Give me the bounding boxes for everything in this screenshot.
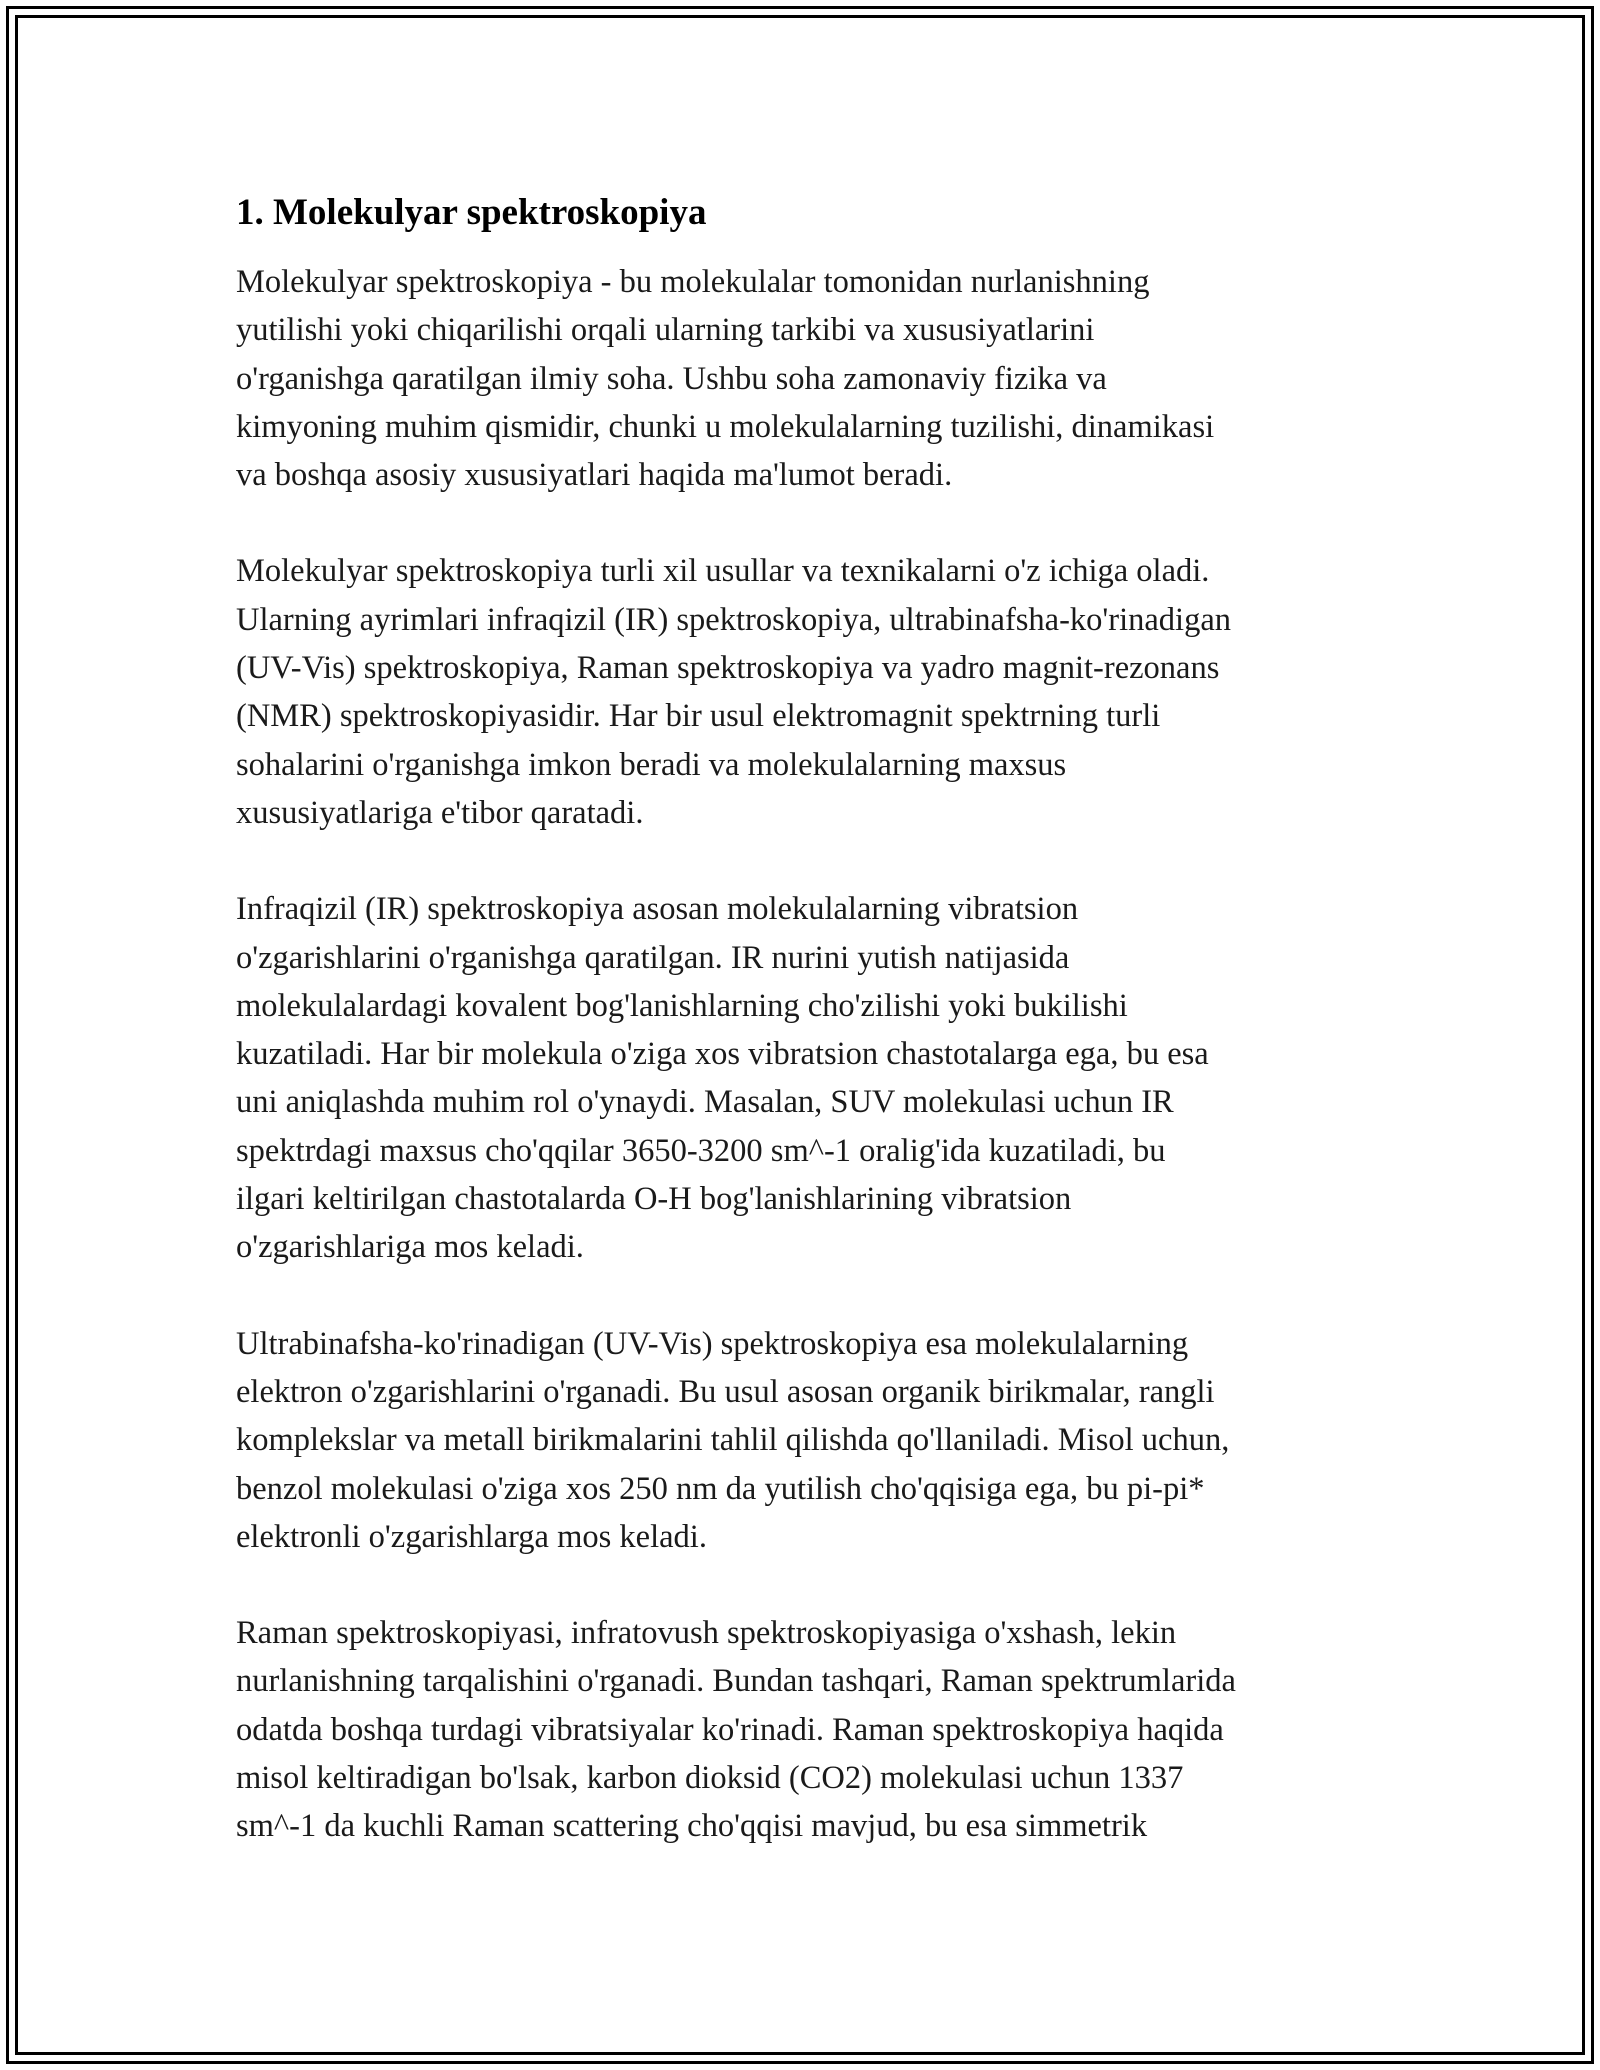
text-line: o'zgarishlariga mos keladi.	[236, 1229, 584, 1266]
text-line: sohalarini o'rganishga imkon beradi va molekulalarning maxsus	[236, 746, 1067, 783]
text-line: benzol molekulasi o'ziga xos 250 nm da yutilish cho'qqisiga ega, bu pi-pi*	[236, 1470, 1205, 1507]
text-line: nurlanishning tarqalishini o'rganadi. Bundan tashqari, Raman spektrumlarida	[236, 1663, 1236, 1700]
text-line: xususiyatlariga e'tibor qaratadi.	[236, 794, 644, 831]
document-body	[236, 186, 1376, 1899]
text-line: sm^-1 da kuchli Raman scattering cho'qqisi mavjud, bu esa simmetrik	[236, 1808, 1148, 1845]
text-line: va boshqa asosiy xususiyatlari haqida ma'lumot beradi.	[236, 457, 953, 494]
paragraph-4	[236, 1320, 1376, 1561]
text-line: elektronli o'zgarishlarga mos keladi.	[236, 1518, 707, 1555]
text-line: Molekulyar spektroskopiya turli xil usullar va texnikalarni o'z ichiga oladi.	[236, 553, 1210, 590]
text-line: misol keltiradigan bo'lsak, karbon dioksid (CO2) molekulasi uchun 1337	[236, 1760, 1184, 1797]
text-line: uni aniqlashda muhim rol o'ynaydi. Masalan, SUV molekulasi uchun IR	[236, 1084, 1174, 1121]
text-line: elektron o'zgarishlarini o'rganadi. Bu usul asosan organik birikmalar, rangli	[236, 1373, 1215, 1410]
text-line: spektrdagi maxsus cho'qqilar 3650-3200 sm^-1 oralig'ida kuzatiladi, bu	[236, 1132, 1166, 1169]
text-line: Ultrabinafsha-ko'rinadigan (UV-Vis) spektroskopiya esa molekulalarning	[236, 1325, 1189, 1362]
text-line: kuzatiladi. Har bir molekula o'ziga xos vibratsion chastotalarga ega, bu esa	[236, 1036, 1209, 1073]
paragraph-5	[236, 1609, 1376, 1850]
text-line: o'zgarishlarini o'rganishga qaratilgan. IR nurini yutish natijasida	[236, 939, 1070, 976]
text-line: odatda boshqa turdagi vibratsiyalar ko'rinadi. Raman spektroskopiya haqida	[236, 1711, 1224, 1748]
text-line: (UV-Vis) spektroskopiya, Raman spektroskopiya va yadro magnit-rezonans	[236, 650, 1220, 687]
text-line: (NMR) spektroskopiyasidir. Har bir usul elektromagnit spektrning turli	[236, 698, 1161, 735]
text-line: yutilishi yoki chiqarilishi orqali ularning tarkibi va xususiyatlarini	[236, 312, 1095, 349]
section-heading: 1. Molekulyar spektroskopiya	[236, 192, 707, 233]
text-line: o'rganishga qaratilgan ilmiy soha. Ushbu soha zamonaviy fizika va	[236, 360, 1107, 397]
text-line: komplekslar va metall birikmalarini tahlil qilishda qo'llaniladi. Misol uchun,	[236, 1422, 1230, 1459]
text-line: Molekulyar spektroskopiya - bu molekulalar tomonidan nurlanishning	[236, 264, 1150, 300]
paragraph-3	[236, 885, 1376, 1271]
paragraph-1	[236, 258, 1376, 499]
paragraph-2	[236, 547, 1376, 837]
text-line: ilgari keltirilgan chastotalarda O-H bog'lanishlarining vibratsion	[236, 1181, 1072, 1218]
text-line: molekulalardagi kovalent bog'lanishlarning cho'zilishi yoki bukilishi	[236, 987, 1128, 1024]
text-line: kimyoning muhim qismidir, chunki u molekulalarning tuzilishi, dinamikasi	[236, 408, 1215, 445]
text-line: Infraqizil (IR) spektroskopiya asosan molekulalarning vibratsion	[236, 891, 1079, 928]
text-line: Raman spektroskopiyasi, infratovush spektroskopiyasiga o'xshash, lekin	[236, 1615, 1177, 1652]
text-line: Ularning ayrimlari infraqizil (IR) spektroskopiya, ultrabinafsha-ko'rinadigan	[236, 601, 1231, 638]
